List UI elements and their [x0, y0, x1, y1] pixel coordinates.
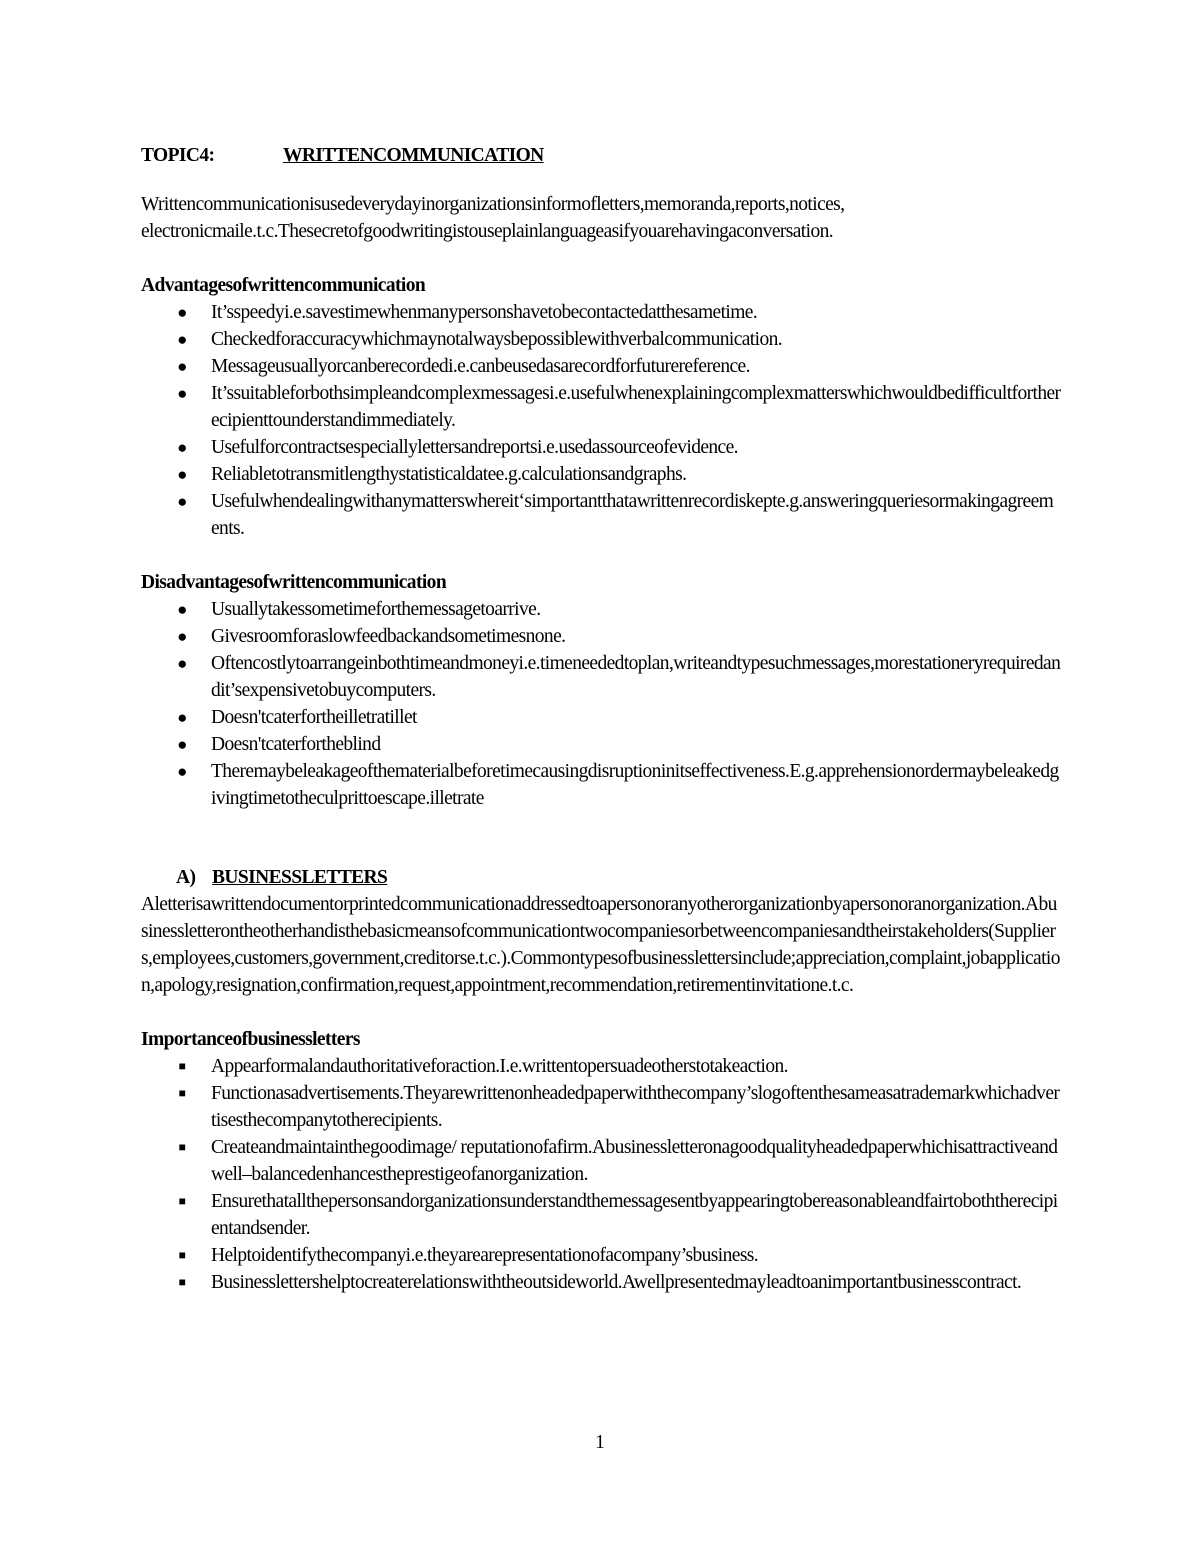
business-letters-paragraph: Aletterisawrittendocumentorprintedcommunicationaddressedtoapersonoranyotherorganizationbyapersonoranorganization.Abusinessletterontheotherhandisthebasicmeansofcommunicationtwocompaniesorbetweencompaniesandtheirstakeholders(Suppliers,employees,customers,government,creditorse.t.c.).Commontypesofbusinesslettersinclude;appreciation,complaint,jobapplication,apology,resignation,confirmation,request,appointment,recommendation,retirementinvitatione.t.c.	[141, 894, 1060, 996]
list-item-text: Oftencostlytoarrangeinbothtimeandmoneyi.e.timeneededtoplan,writeandtypesuchmessages,morestationeryrequiredandit’sexpensivetobuycomputers.	[211, 653, 1061, 701]
list-item-text: Functionasadvertisements.Theyarewrittenonheadedpaperwiththecompany’slogoftenthesameasatrademarkwhichadvertisesthecompanytotherecipients.	[211, 1083, 1060, 1131]
square-bullet-icon: ■	[178, 1194, 186, 1208]
list-item	[141, 461, 1061, 488]
list-item	[141, 1134, 1061, 1188]
list-item-text: Reliabletotransmitlengthystatisticaldatee.g.calculationsandgraphs.	[211, 464, 687, 485]
page-number: 1	[595, 1432, 605, 1453]
list-item	[141, 1269, 1061, 1296]
list-item-text: Doesn'tcaterfortheblind	[211, 734, 381, 755]
business-letters-title: BUSINESSLETTERS	[212, 867, 388, 888]
list-item	[141, 1080, 1061, 1134]
list-item	[141, 434, 1061, 461]
disadvantages-heading: Disadvantagesofwrittencommunication	[141, 572, 447, 593]
bullet-icon: ●	[177, 708, 187, 727]
list-item-text: Messageusuallyorcanberecordedi.e.canbeusedasarecordforfuturereference.	[211, 356, 750, 377]
list-item-text: Businesslettershelptocreaterelationswiththeoutsideworld.Awellpresentedmayleadtoanimportantbusinesscontract.	[211, 1272, 1022, 1293]
list-item-text: It’sspeedyi.e.savestimewhenmanypersonshavetobecontactedatthesametime.	[211, 302, 758, 323]
list-item-text: Createandmaintainthegoodimage/ reputationofafirm.Abusinessletteronagoodqualityheadedpaperwhichisattractiveandwell–balancedenhancestheprestigeofanorganization.	[211, 1137, 1058, 1185]
topic-title: WRITTENCOMMUNICATION	[283, 145, 544, 166]
list-item-text: Appearformalandauthoritativeforaction.I.e.writtentopersuadeotherstotakeaction.	[211, 1056, 788, 1077]
square-bullet-icon: ■	[178, 1086, 186, 1100]
page-content	[141, 142, 1061, 1296]
intro-paragraph: Writtencommunicationisusedeverydayinorganizationsinformofletters,memoranda,reports,notices, electronicmaile.t.c.Thesecretofgoodwritingistouseplainlanguageasifyouarehavingaconversation.	[141, 194, 845, 242]
bullet-icon: ●	[177, 600, 187, 619]
bullet-icon: ●	[177, 384, 187, 403]
list-item	[141, 488, 1061, 542]
topic-heading	[141, 142, 1061, 169]
list-item-text: Usefulforcontractsespeciallylettersandreportsi.e.usedassourceofevidence.	[211, 437, 738, 458]
list-item-text: It’ssuitableforbothsimpleandcomplexmessagesi.e.usefulwhenexplainingcomplexmatterswhichwouldbedifficultfortherecipienttounderstandimmediately.	[211, 383, 1061, 431]
list-item	[141, 1053, 1061, 1080]
list-item-text: Ensurethatallthepersonsandorganizationsunderstandthemessagesentbyappearingtobereasonableandfairtoboththerecipientandsender.	[211, 1191, 1058, 1239]
bullet-icon: ●	[177, 330, 187, 349]
square-bullet-icon: ■	[178, 1140, 186, 1154]
bullet-icon: ●	[177, 762, 187, 781]
list-item-text: Theremaybeleakageofthematerialbeforetimecausingdisruptioninitseffectiveness.E.g.apprehensionordermaybeleakedgivingtimetotheculprittoescape.illetrate	[211, 761, 1059, 809]
list-item	[141, 1242, 1061, 1269]
bullet-icon: ●	[177, 357, 187, 376]
importance-list	[141, 1053, 1061, 1296]
list-item	[141, 731, 1061, 758]
bullet-icon: ●	[177, 627, 187, 646]
list-item-text: Usefulwhendealingwithanymatterswhereit‘simportantthatawrittenrecordiskepte.g.answeringqueriesormakingagreements.	[211, 491, 1054, 539]
list-item	[141, 299, 1061, 326]
list-item-text: Checkedforaccuracywhichmaynotalwaysbepossiblewithverbalcommunication.	[211, 329, 783, 350]
list-item	[141, 704, 1061, 731]
topic-number: TOPIC4:	[141, 145, 215, 166]
square-bullet-icon: ■	[178, 1248, 186, 1262]
square-bullet-icon: ■	[178, 1275, 186, 1289]
importance-heading: Importanceofbusinessletters	[141, 1029, 360, 1050]
list-item	[141, 650, 1061, 704]
bullet-icon: ●	[177, 438, 187, 457]
list-item-text: Doesn'tcaterfortheilletratillet	[211, 707, 417, 728]
advantages-list	[141, 299, 1061, 542]
bullet-icon: ●	[177, 492, 187, 511]
advantages-heading: Advantagesofwrittencommunication	[141, 275, 426, 296]
list-item	[141, 1188, 1061, 1242]
list-item	[141, 353, 1061, 380]
square-bullet-icon: ■	[178, 1059, 186, 1073]
list-item	[141, 596, 1061, 623]
list-item-text: Givesroomforaslowfeedbackandsometimesnone.	[211, 626, 566, 647]
list-item-text: Helptoidentifythecompanyi.e.theyarearepresentationofacompany’sbusiness.	[211, 1245, 759, 1266]
business-letters-heading	[141, 864, 1061, 891]
list-item	[141, 380, 1061, 434]
bullet-icon: ●	[177, 303, 187, 322]
bullet-icon: ●	[177, 465, 187, 484]
disadvantages-list	[141, 596, 1061, 812]
bullet-icon: ●	[177, 735, 187, 754]
bullet-icon: ●	[177, 654, 187, 673]
list-item	[141, 623, 1061, 650]
list-item	[141, 758, 1061, 812]
section-letter: A)	[176, 867, 196, 888]
list-item-text: Usuallytakessometimeforthemessagetoarrive.	[211, 599, 541, 620]
list-item	[141, 326, 1061, 353]
